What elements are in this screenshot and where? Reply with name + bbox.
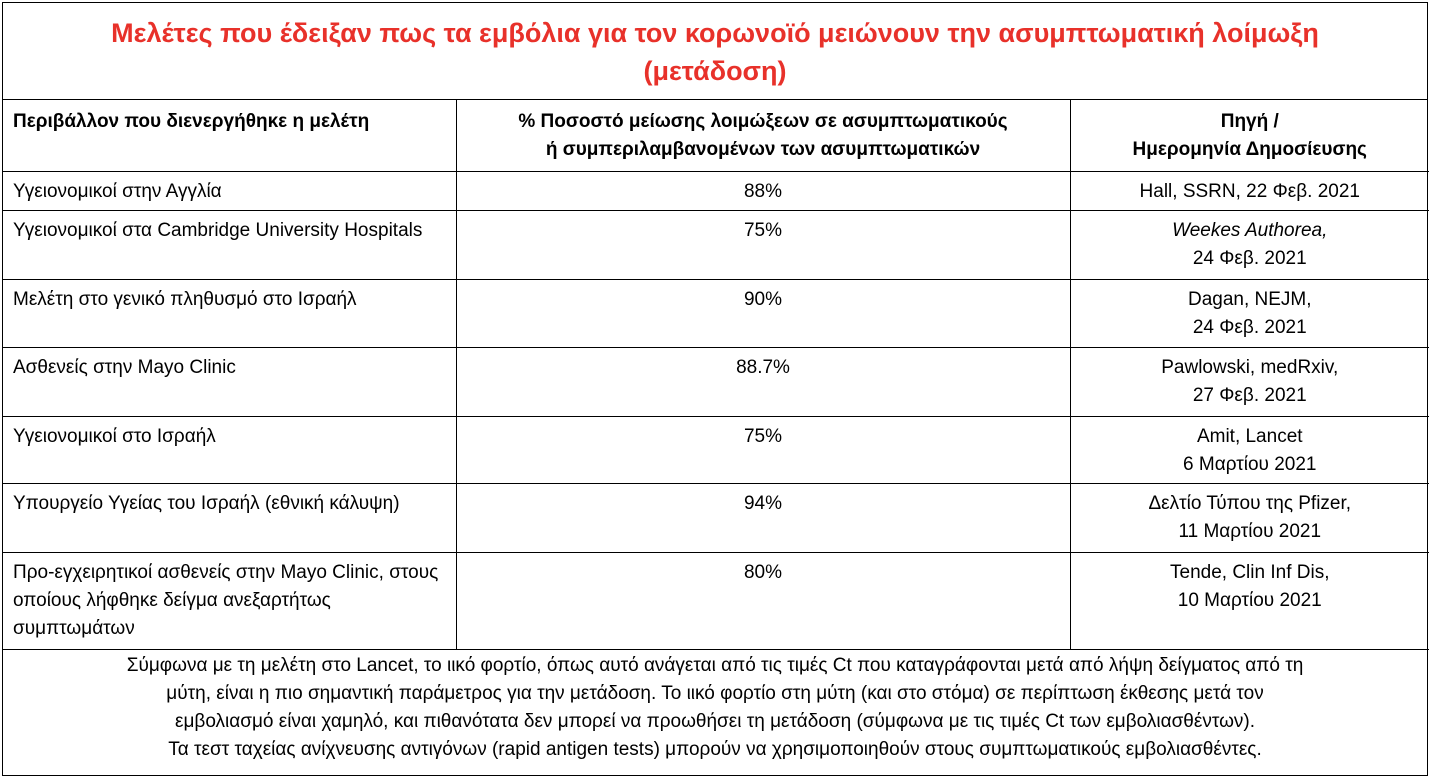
table-row (3, 483, 1429, 552)
source-line1: Pawlowski, medRxiv, (1161, 356, 1339, 378)
cell-source (1070, 210, 1429, 279)
table-row (3, 210, 1429, 279)
header-reduction-line2: ή συμπεριλαμβανομένων των ασυμπτωματικών (545, 139, 981, 160)
page-title: Μελέτες που έδειξαν πως τα εμβόλια για τον κορωνοϊό μειώνουν την ασυμπτωματική λοίμωξη (μετάδοση) (3, 3, 1427, 100)
cell-setting: Υγειονομικοί στο Ισραήλ (3, 416, 456, 483)
cell-source (1070, 483, 1429, 552)
cell-reduction: 90% (456, 279, 1070, 347)
cell-setting: Υγειονομικοί στα Cambridge University Hospitals (3, 210, 456, 279)
footnote (3, 650, 1427, 764)
cell-source (1070, 279, 1429, 347)
cell-source (1070, 552, 1429, 649)
header-reduction-line1: % Ποσοστό μείωσης λοιμώξεων σε ασυμπτωματικούς (518, 111, 1008, 132)
table-row (3, 279, 1429, 347)
cell-reduction: 88% (456, 171, 1070, 210)
cell-setting: Προ-εγχειρητικοί ασθενείς στην Mayo Clinic, στους οποίους λήφθηκε δείγμα ανεξαρτήτως συμπτωμάτων (3, 552, 456, 649)
cell-setting: Ασθενείς στην Mayo Clinic (3, 347, 456, 416)
cell-setting: Μελέτη στο γενικό πληθυσμό στο Ισραήλ (3, 279, 456, 347)
source-line1: Δελτίο Τύπου της Pfizer, (1148, 492, 1352, 514)
footnote-line4: Τα τεστ ταχείας ανίχνευσης αντιγόνων (rapid antigen tests) μπορούν να χρησιμοποιηθούν στους συμπτωματικούς εμβολιασθέντες. (168, 738, 1262, 760)
table-row (3, 416, 1429, 483)
source-line2: 10 Μαρτίου 2021 (1177, 589, 1322, 611)
cell-reduction: 75% (456, 416, 1070, 483)
cell-reduction: 88.7% (456, 347, 1070, 416)
table-header-row (3, 100, 1429, 171)
cell-reduction: 94% (456, 483, 1070, 552)
source-line1: Amit, Lancet (1196, 425, 1303, 447)
header-reduction (456, 100, 1070, 171)
source-line2: 24 Φεβ. 2021 (1192, 247, 1307, 269)
cell-setting: Υπουργείο Υγείας του Ισραήλ (εθνική κάλυψη) (3, 483, 456, 552)
source-line1: Dagan, NEJM, (1187, 288, 1312, 310)
footnote-line2: μύτη, είναι η πιο σημαντική παράμετρος για την μετάδοση. Το ιικό φορτίο στη μύτη (και στο στόμα) σε περίπτωση έκθεσης μετά τον (166, 682, 1264, 704)
cell-reduction: 75% (456, 210, 1070, 279)
source-line1: Weekes Authorea, (1172, 219, 1328, 241)
header-setting: Περιβάλλον που διενεργήθηκε η μελέτη (3, 100, 456, 171)
source-line1: Hall, SSRN, 22 Φεβ. 2021 (1139, 180, 1360, 202)
footnote-line3: εμβολιασμό είναι χαμηλό, και πιθανότατα δεν μπορεί να προωθήσει τη μετάδοση (σύμφωνα με τις τιμές Ct των εμβολιασθέντων). (174, 710, 1256, 732)
cell-source (1070, 171, 1429, 210)
footnote-line1: Σύμφωνα με τη μελέτη στο Lancet, το ιικό φορτίο, όπως αυτό ανάγεται από τις τιμές Ct που καταγράφονται μετά από λήψη δείγματος από τη (126, 654, 1304, 676)
header-source-line1: Πηγή / (1220, 111, 1279, 132)
cell-source (1070, 347, 1429, 416)
source-line2: 6 Μαρτίου 2021 (1183, 453, 1317, 475)
cell-source (1070, 416, 1429, 483)
studies-table (3, 100, 1429, 650)
cell-reduction: 80% (456, 552, 1070, 649)
header-source-line2: Ημερομηνία Δημοσίευσης (1132, 139, 1367, 160)
source-line2: 24 Φεβ. 2021 (1192, 316, 1307, 338)
table-row (3, 347, 1429, 416)
source-line2: 11 Μαρτίου 2021 (1178, 520, 1322, 542)
header-source (1070, 100, 1429, 171)
cell-setting: Υγειονομικοί στην Αγγλία (3, 171, 456, 210)
source-line1: Tende, Clin Inf Dis, (1170, 561, 1330, 583)
document-frame (2, 2, 1428, 776)
table-row (3, 552, 1429, 649)
source-line2: 27 Φεβ. 2021 (1192, 384, 1307, 406)
table-row (3, 171, 1429, 210)
